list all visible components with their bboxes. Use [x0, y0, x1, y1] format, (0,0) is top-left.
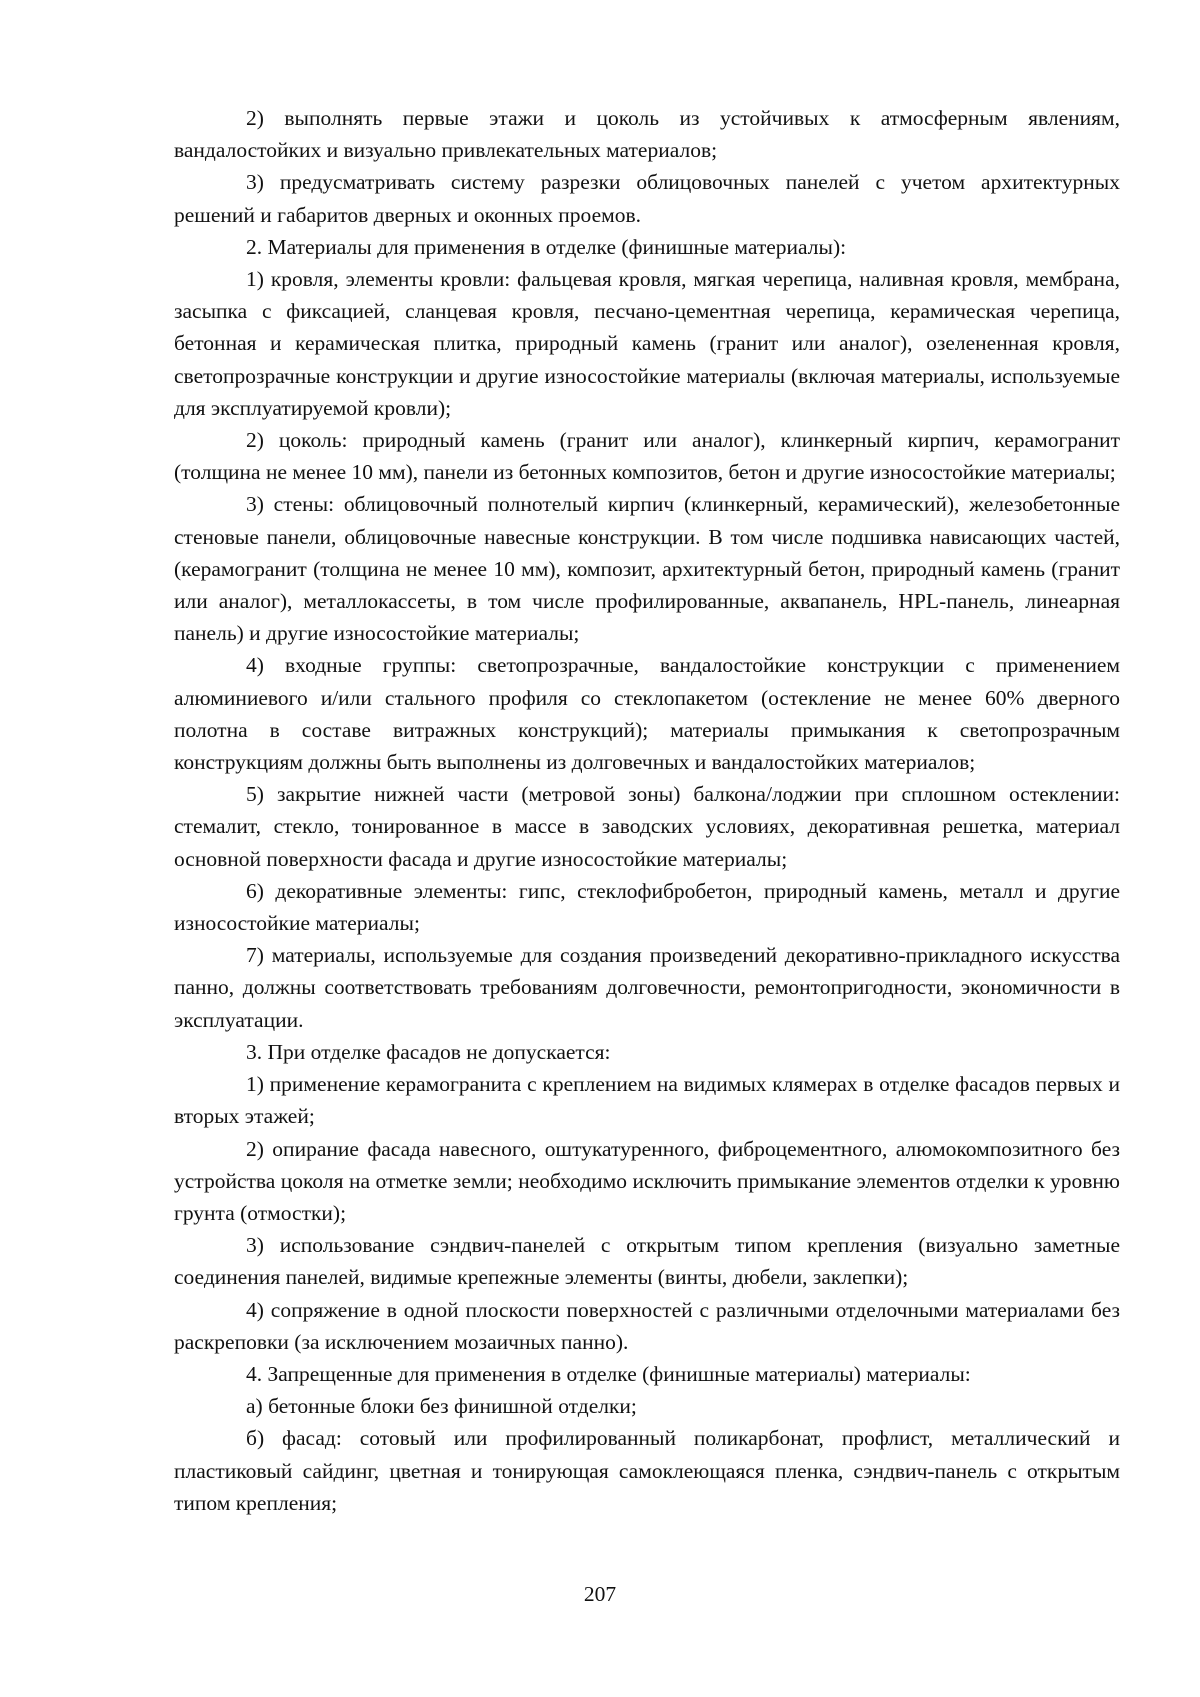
paragraph: 1) кровля, элементы кровли: фальцевая кровля, мягкая черепица, наливная кровля, мембрана, засыпка с фиксацией, сланцевая кровля, песчано-цементная черепица, керамическая черепица, бетонная и керамическая плитка, природный камень (гранит или аналог), озелененная кровля, светопрозрачные конструкции и другие износостойкие материалы (включая материалы, используемые для эксплуатируемой кровли);	[174, 267, 1120, 420]
paragraph: 2) опирание фасада навесного, оштукатуренного, фиброцементного, алюмокомпозитного без устройства цоколя на отметке земли; необходимо исключить примыкание элементов отделки к уровню грунта (отмостки);	[174, 1136, 1120, 1225]
paragraph: 2) выполнять первые этажи и цоколь из устойчивых к атмосферным явлениям, вандалостойких и визуально привлекательных материалов;	[174, 106, 1120, 163]
paragraph: 4) сопряжение в одной плоскости поверхностей с различными отделочными материалами без раскреповки (за исключением мозаичных панно).	[174, 1297, 1120, 1354]
section-heading: 3. При отделке фасадов не допускается:	[246, 1039, 611, 1064]
paragraph: 2) цоколь: природный камень (гранит или аналог), клинкерный кирпич, керамогранит (толщина не менее 10 мм), панели из бетонных композитов, бетон и другие износостойкие материалы;	[174, 428, 1120, 485]
section-heading: 2. Материалы для применения в отделке (финишные материалы):	[246, 234, 847, 259]
document-body	[174, 102, 1120, 1519]
paragraph: 3) использование сэндвич-панелей с открытым типом крепления (визуально заметные соединения панелей, видимые крепежные элементы (винты, дюбели, заклепки);	[174, 1233, 1120, 1290]
page-number: 207	[583, 1582, 617, 1606]
paragraph: 1) применение керамогранита с креплением на видимых клямерах в отделке фасадов первых и вторых этажей;	[174, 1072, 1120, 1129]
paragraph: а) бетонные блоки без финишной отделки;	[246, 1394, 637, 1419]
paragraph: б) фасад: сотовый или профилированный поликарбонат, профлист, металлический и пластиковый сайдинг, цветная и тонирующая самоклеющаяся пленка, сэндвич-панель с открытым типом крепления;	[174, 1426, 1120, 1515]
paragraph: 4) входные группы: светопрозрачные, вандалостойкие конструкции с применением алюминиевого и/или стального профиля со стеклопакетом (остекление не менее 60% дверного полотна в составе витражных конструкций); материалы примыкания к светопрозрачным конструкциям должны быть выполнены из долговечных и вандалостойких материалов;	[174, 653, 1120, 775]
paragraph: 3) предусматривать систему разрезки облицовочных панелей с учетом архитектурных решений и габаритов дверных и оконных проемов.	[174, 170, 1120, 227]
paragraph: 5) закрытие нижней части (метровой зоны) балкона/лоджии при сплошном остеклении: стемалит, стекло, тонированное в массе в заводских условиях, декоративная решетка, материал основной поверхности фасада и другие износостойкие материалы;	[174, 782, 1120, 871]
paragraph: 3) стены: облицовочный полнотелый кирпич (клинкерный, керамический), железобетонные стеновые панели, облицовочные навесные конструкции. В том числе подшивка нависающих частей, (керамогранит (толщина не менее 10 мм), композит, архитектурный бетон, природный камень (гранит или аналог), металлокассеты, в том числе профилированные, аквапанель, HPL-панель, линеарная панель) и другие износостойкие материалы;	[174, 492, 1120, 646]
paragraph: 6) декоративные элементы: гипс, стеклофибробетон, природный камень, металл и другие износостойкие материалы;	[174, 878, 1120, 936]
section-heading: 4. Запрещенные для применения в отделке (финишные материалы) материалы:	[246, 1361, 971, 1386]
paragraph: 7) материалы, используемые для создания произведений декоративно-прикладного искусства панно, должны соответствовать требованиям долговечности, ремонтопригодности, экономичности в эксплуатации.	[174, 943, 1120, 1032]
